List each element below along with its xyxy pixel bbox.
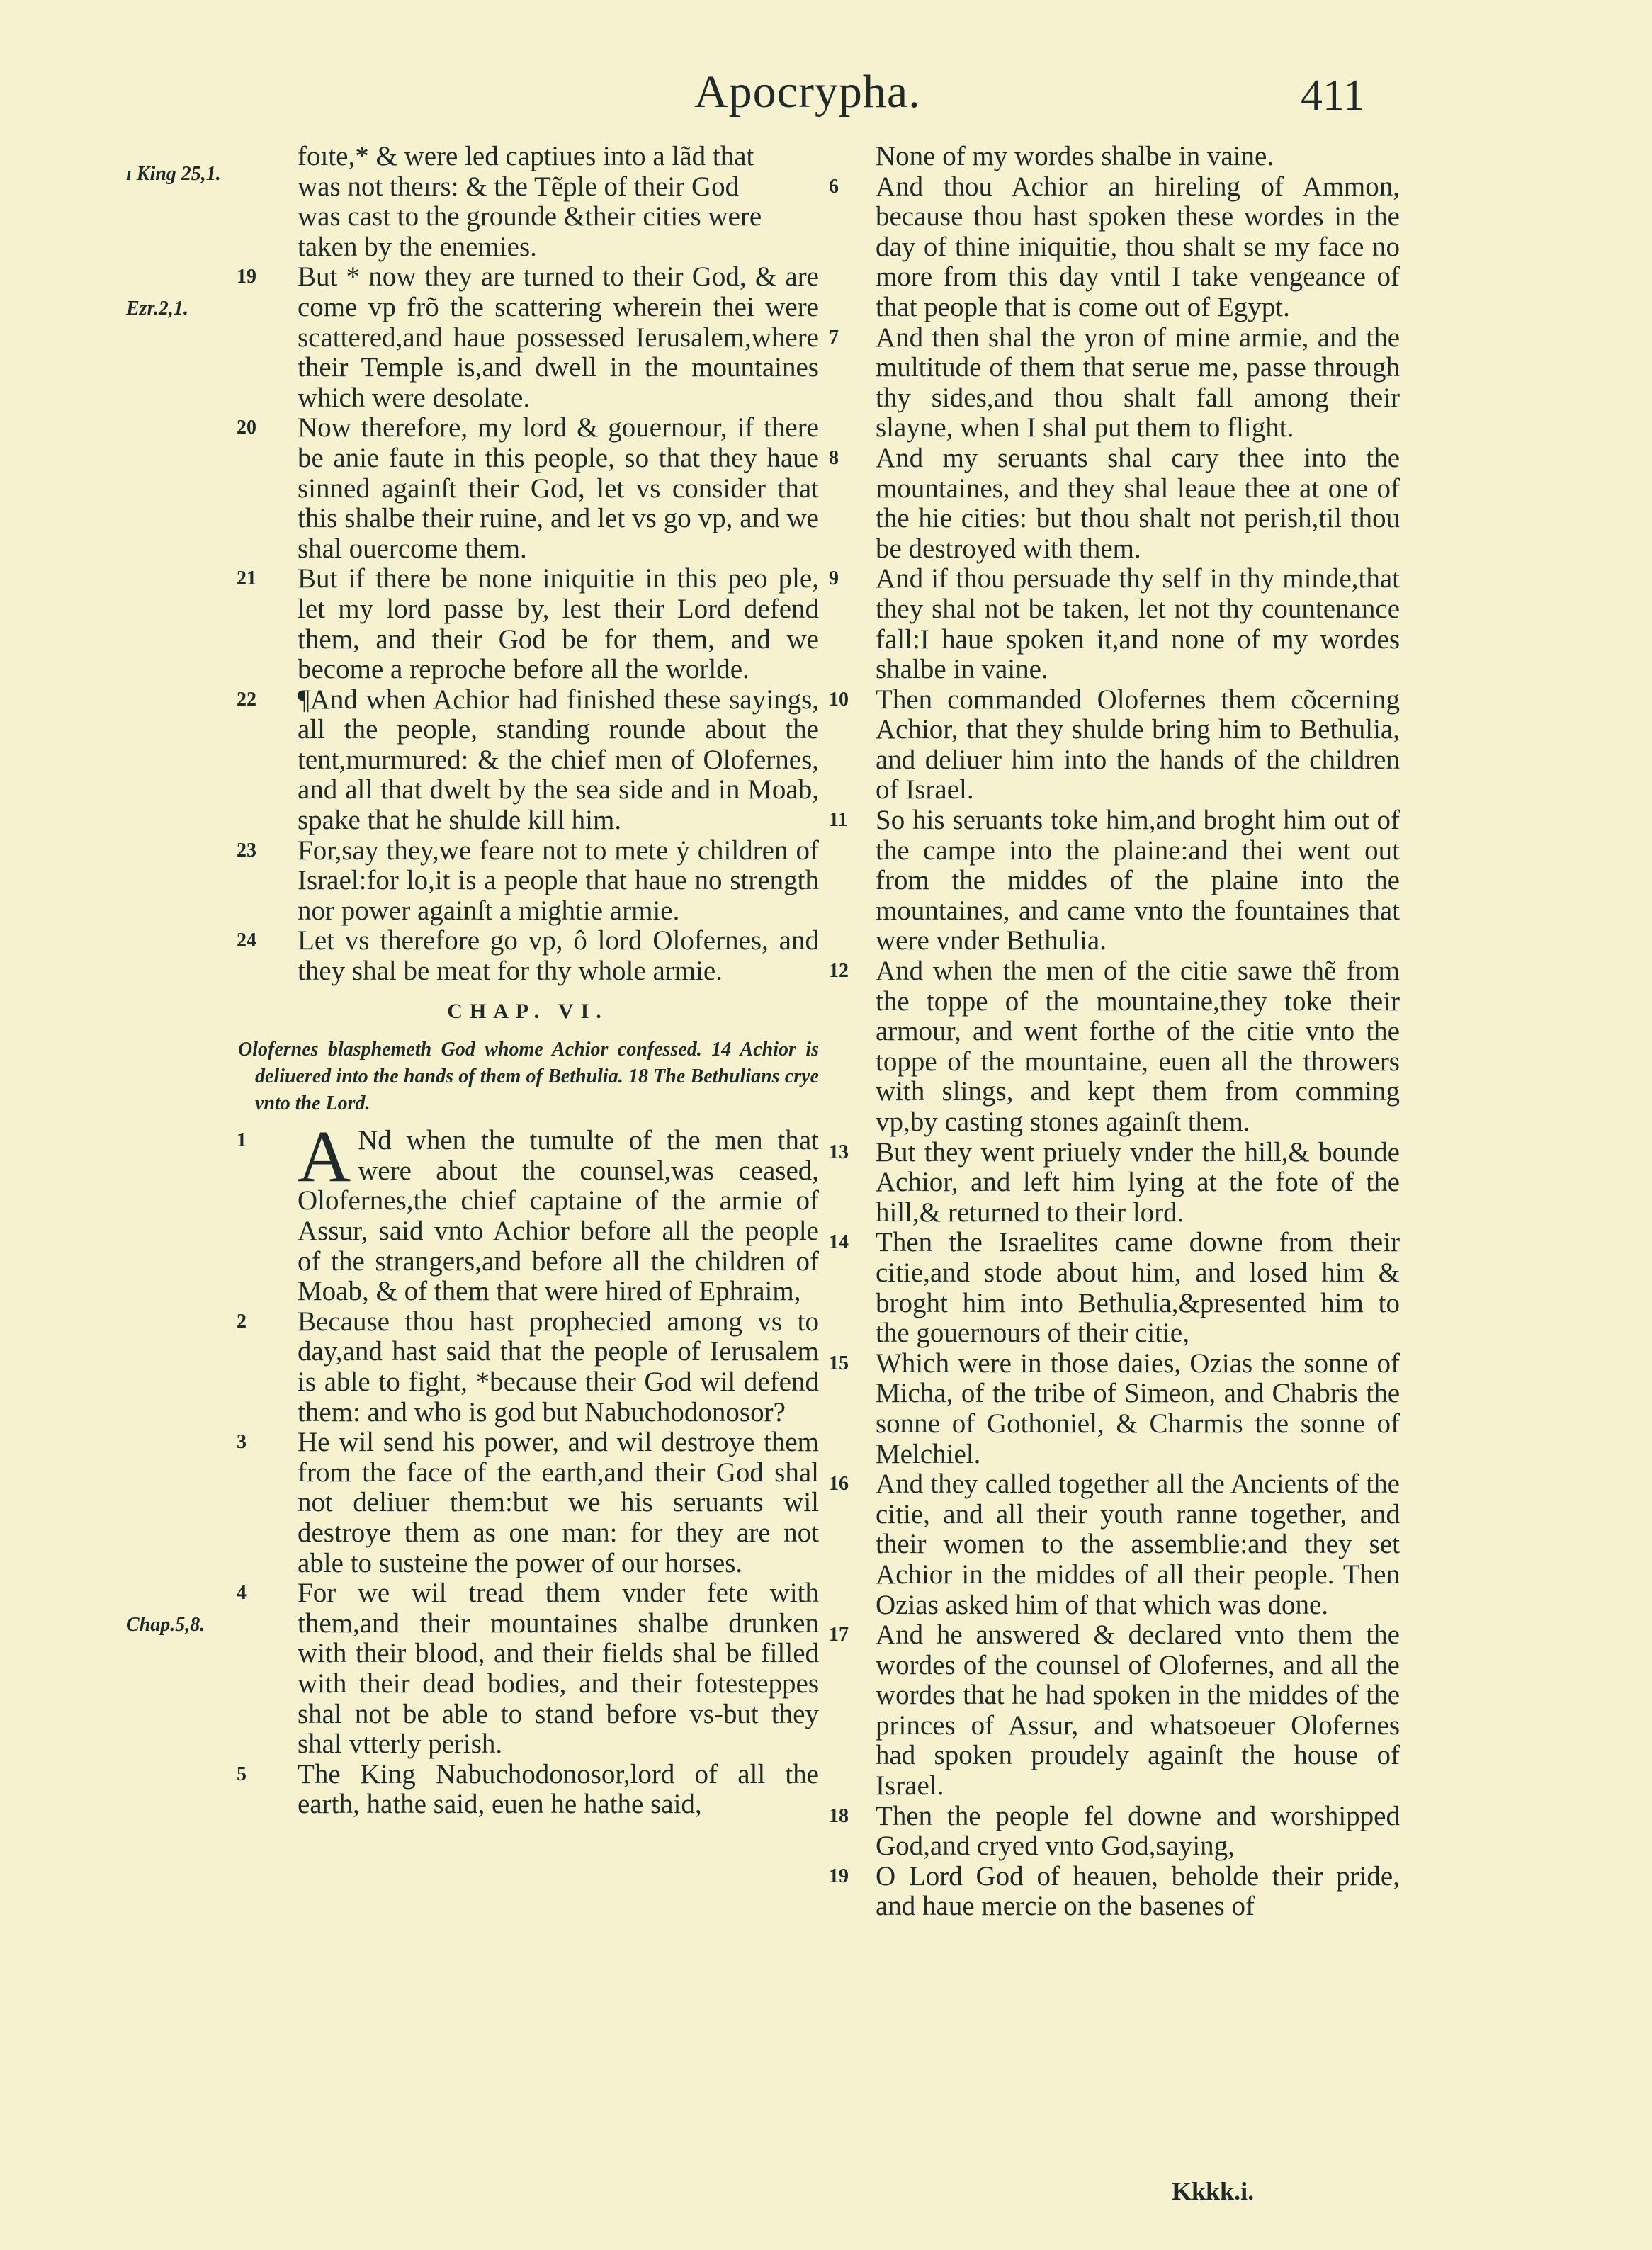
verse-1 <box>237 1116 819 1307</box>
verse-text: And my seruants shal cary thee into the mountaines, and they shal leaue thee at one of the hie cities: but thou shalt not perish,til thou be destroyed with them. <box>876 442 1400 564</box>
verse-number: 21 <box>237 567 256 590</box>
chapter-heading: CHAP. VI. <box>447 999 609 1023</box>
verse-number: 18 <box>829 1804 849 1827</box>
verse-text: Let vs therefore go vp, ô lord Olofernes, and they shal be meat for thy whole armie. <box>298 925 819 987</box>
verse-number: 13 <box>829 1141 849 1163</box>
verse-24 <box>237 926 819 986</box>
verse-number: 22 <box>237 688 256 711</box>
signature-mark: Kkkk.i. <box>1172 2177 1255 2205</box>
verse-text: Then the Israelites came downe from their citie,and stode about him, and losed him & broght him into Bethulia,&presented him to the gouernours of their citie, <box>876 1227 1400 1349</box>
left-column <box>237 142 819 1820</box>
verse-9 <box>826 564 1400 684</box>
margin-note-king: ı King 25,1. <box>126 163 221 185</box>
verse-4 <box>237 1578 819 1760</box>
continuation-line: None of my wordes shalbe in vaine. <box>876 141 1274 171</box>
verse-text: And if thou persuade thy self in thy minde,that they shal not be taken, let not thy countenance fall:I haue spoken it,and none of my wordes shalbe in vaine. <box>876 563 1400 685</box>
verse-text: Then commanded Olofernes them cõcerning Achior, that they shulde bring him to Bethulia, and deliuer him into the hands of the children of Israel. <box>876 684 1400 805</box>
verse-12 <box>826 956 1400 1138</box>
verse-number: 14 <box>829 1231 849 1254</box>
verse-3 <box>237 1428 819 1578</box>
verse-number: 3 <box>237 1431 247 1454</box>
verse-text: For,say they,we feare not to mete ẏ children of Israel:for lo,it is a people that haue no strength nor power againſt a mightie armie. <box>298 835 819 926</box>
verse-20 <box>237 413 819 564</box>
margin-note-ezr: Ezr.2,1. <box>126 298 188 320</box>
verse-text: ¶And when Achior had finished these sayings, all the people, standing rounde about the tent,murmured: & the chief men of Olofernes, and all that dwelt by the sea side and in Moab, spake that he shulde kill him. <box>298 684 819 836</box>
verse-7 <box>826 323 1400 443</box>
verse-text: Now therefore, my lord & gouernour, if there be anie faute in this people, so that they haue sinned againſt their God, let vs consider that this shalbe their ruine, and let vs go vp, and we shal ouercome them. <box>298 412 819 564</box>
verse-14 <box>826 1228 1400 1348</box>
continuation-line: was not theırs: & the Tẽple of their God <box>298 171 740 202</box>
verse-text: But * now they are turned to their God, & are come vp frõ the scattering wherein thei were scattered,and haue possessed Ierusalem,where their Temple is,and dwell in the mountaines which were desolate. <box>298 261 819 413</box>
verse-text: So his seruants toke him,and broght him out of the campe into the plaine:and thei went out from the middes of the plaine into the mountaines, and came vnto the fountaines that were vnder Bethulia. <box>876 805 1400 956</box>
verse-text: And thou Achior an hireling of Ammon, because thou hast spoken these wordes in the day of thine iniquitie, thou shalt se my face no more from this day vntil I take vengeance of that people that is come out of Egypt. <box>876 171 1400 322</box>
verse-number: 24 <box>237 929 256 952</box>
verse-number: 8 <box>829 446 839 469</box>
verse-text: Because thou hast prophecied among vs to day,and hast said that the people of Ierusalem is able to fight, *because their God wil defend them: and who is god but Nabuchodonosor? <box>298 1306 819 1428</box>
verse-text: But they went priuely vnder the hill,& bounde Achior, and left him lying at the fote of the hill,& returned to their lord. <box>876 1136 1400 1228</box>
verse-number: 23 <box>237 839 256 861</box>
verse-text: But if there be none iniquitie in this peo ple, let my lord passe by, lest their Lord defend them, and their God be for them, and we become a reproche before all the worlde. <box>298 563 819 685</box>
page-number: 411 <box>1301 72 1365 120</box>
verse-text: The King Nabuchodonosor,lord of all the earth, hathe said, euen he hathe said, <box>298 1758 819 1820</box>
verse-text: O Lord God of heauen, beholde their pride, and haue mercie on the basenes of <box>876 1860 1400 1922</box>
verse-13 <box>826 1138 1400 1228</box>
verse-number: 2 <box>237 1310 247 1333</box>
verse-number: 11 <box>829 809 848 832</box>
verse-11 <box>826 805 1400 956</box>
verse-2 <box>237 1307 819 1428</box>
verse-6 <box>826 172 1400 323</box>
verse-text: And they called together all the Ancients of the citie, and all their youth ranne together, and their women to the assemblie:and they set Achior in the middes of all their people. Then Ozias asked him of that which was done. <box>876 1469 1400 1620</box>
verse-text: For we wil tread them vnder fete with them,and their mountaines shalbe drunken with their blood, and their fields shal be filled with their dead bodies, and their fotesteppes shal not be able to stand before vs-but they shal vtterly perish. <box>298 1578 819 1760</box>
verse-number: 19 <box>237 266 256 288</box>
verse-number: 10 <box>829 688 849 711</box>
verse-number: 6 <box>829 175 839 198</box>
verse-21 <box>237 564 819 684</box>
verse-8 <box>826 443 1400 564</box>
verse-number: 12 <box>829 960 849 983</box>
verse-number: 19 <box>829 1865 849 1887</box>
verse-23 <box>237 836 819 927</box>
verse-number: 1 <box>237 1129 247 1152</box>
verse-15 <box>826 1349 1400 1469</box>
verse-19 <box>237 262 819 413</box>
verse-text: He wil send his power, and wil destroye them from the face of the earth,and their God shal not deliuer them:but we his seruants wil destroye them as one man: for they are not able to susteine the power of our horses. <box>298 1427 819 1578</box>
verse-text: And then shal the yron of mine armie, and the multitude of them that serue me, passe through thy sides,and thou shalt fall among their slayne, when I shal put them to flight. <box>876 322 1400 443</box>
verse-18 <box>826 1802 1400 1862</box>
drop-cap: A <box>298 1116 351 1198</box>
verse-number: 7 <box>829 326 839 349</box>
verse-19 <box>826 1862 1400 1922</box>
verse-22 <box>237 685 819 836</box>
verse-number: 17 <box>829 1624 849 1646</box>
right-column <box>826 142 1400 1922</box>
margin-note-chap: Chap.5,8. <box>126 1614 205 1636</box>
verse-text: Which were in those daies, Ozias the sonne of Micha, of the tribe of Simeon, and Chabris the sonne of Gothoniel, & Charmis the sonne of Melchiel. <box>876 1347 1400 1469</box>
verse-5 <box>237 1760 819 1820</box>
verse-number: 5 <box>237 1763 247 1785</box>
running-title: Apocrypha. <box>694 66 921 118</box>
continuation-line: foıte,* & were led captiues into a lãd that <box>298 141 754 171</box>
verse-16 <box>826 1469 1400 1620</box>
verse-text: And when the men of the citie sawe thẽ from the toppe of the mountaine,they toke their armour, and went forthe of the citie vnto the toppe of the mountaine, euen all the throwers with slings, and kept them from comming vp,by casting stones againſt them. <box>876 956 1400 1137</box>
verse-10 <box>826 685 1400 805</box>
verse-number: 20 <box>237 417 256 439</box>
verse-text: Then the people fel downe and worshipped God,and cryed vnto God,saying, <box>876 1800 1400 1862</box>
chapter-argument: Olofernes blasphemeth God whome Achior confessed. 14 Achior is deliuered into the hands of them of Bethulia. 18 The Bethulians crye vnto the Lord. <box>238 1039 819 1115</box>
verse-number: 16 <box>829 1473 849 1496</box>
continuation-line: taken by the enemies. <box>298 231 537 262</box>
verse-number: 4 <box>237 1582 247 1605</box>
verse-text: And he answered & declared vnto them the wordes of the counsel of Olofernes, and all the wordes that he had spoken in the middes of the princes of Assur, and whatsoeuer Olofernes had spoken proudely againſt the house of Israel. <box>876 1619 1400 1802</box>
verse-number: 9 <box>829 567 839 590</box>
verse-number: 15 <box>829 1352 849 1374</box>
verse-17 <box>826 1620 1400 1802</box>
continuation-line: was cast to the grounde &their cities were <box>298 201 762 232</box>
verse-text: Nd when the tumulte of the men that were about the counsel,was ceased, Olofernes,the chief captaine of the armie of Assur, said vnto Achior before all the people of the strangers,and before all the children of Moab, & of them that were hired of Ephraim, <box>298 1125 819 1307</box>
